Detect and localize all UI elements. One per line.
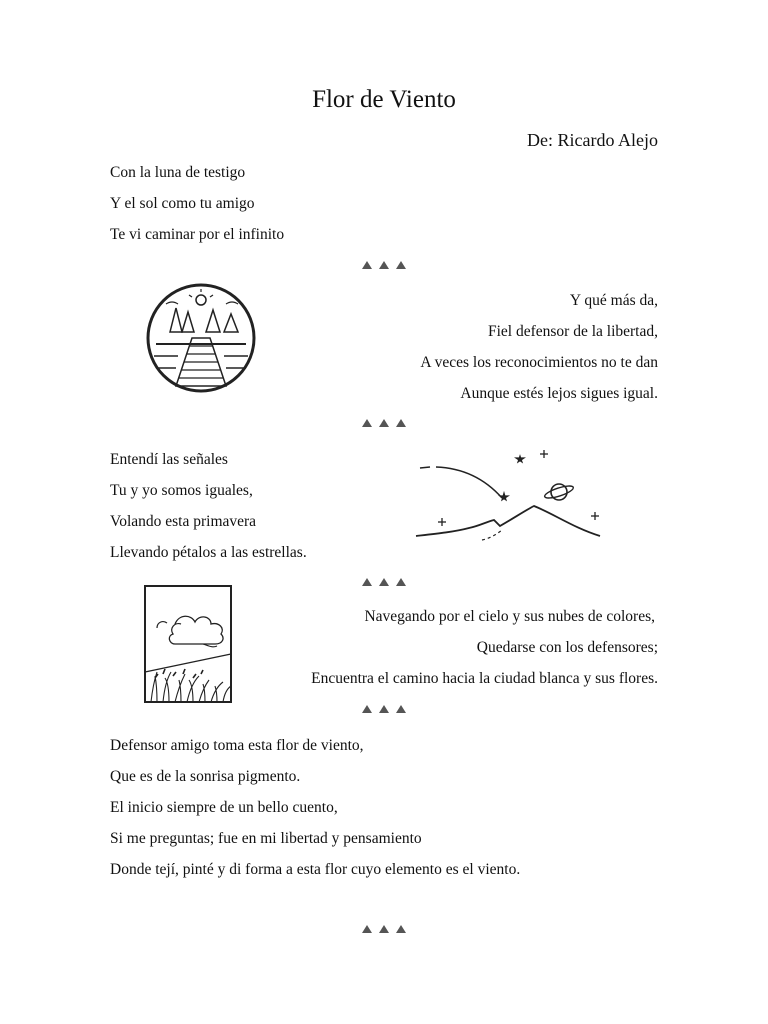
triangle-ornament-icon	[360, 575, 408, 587]
poem-line: Llevando pétalos a las estrellas.	[110, 544, 307, 561]
poem-line: Te vi caminar por el infinito	[110, 226, 285, 243]
clouds-grass-illustration	[143, 584, 233, 704]
poem-line: Que es de la sonrisa pigmento.	[110, 768, 301, 785]
triangle-ornament-icon	[360, 922, 408, 934]
poem-line: Defensor amigo toma esta flor de viento,	[110, 737, 364, 754]
poem-line: Volando esta primavera	[110, 513, 257, 530]
poem-line: A veces los reconocimientos no te dan	[420, 354, 658, 371]
stanza-separator	[360, 575, 408, 587]
poem-line: Tu y yo somos iguales,	[110, 482, 253, 499]
triangle-ornament-icon	[360, 258, 408, 270]
poem-line: Y el sol como tu amigo	[110, 195, 255, 212]
poem-line: Con la luna de testigo	[110, 164, 246, 181]
poem-line: Si me preguntas; fue en mi libertad y pensamiento	[110, 830, 422, 847]
stanza-separator	[360, 258, 408, 270]
poem-title: Flor de Viento	[312, 86, 456, 113]
poem-line: Donde tejí, pinté y di forma a esta flor cuyo elemento es el viento.	[110, 861, 521, 878]
poem-line: Entendí las señales	[110, 451, 228, 468]
triangle-ornament-icon	[360, 416, 408, 428]
poem-line: Encuentra el camino hacia la ciudad blanca y sus flores.	[311, 670, 658, 687]
poem-line: Fiel defensor de la libertad,	[487, 323, 658, 340]
poem-line: El inicio siempre de un bello cuento,	[110, 799, 338, 816]
poem-line: Navegando por el cielo y sus nubes de colores,	[364, 608, 655, 625]
forest-lake-illustration	[144, 282, 258, 394]
author-byline: De: Ricardo Alejo	[527, 130, 658, 150]
triangle-ornament-icon	[360, 702, 408, 714]
poem-line: Aunque estés lejos sigues igual.	[460, 385, 658, 402]
stanza-separator	[360, 702, 408, 714]
poem-line: Quedarse con los defensores;	[476, 639, 658, 656]
stanza-separator	[360, 922, 408, 934]
stanza-separator	[360, 416, 408, 428]
mountains-planet-illustration	[414, 448, 614, 544]
poem-line: Y qué más da,	[569, 292, 658, 309]
